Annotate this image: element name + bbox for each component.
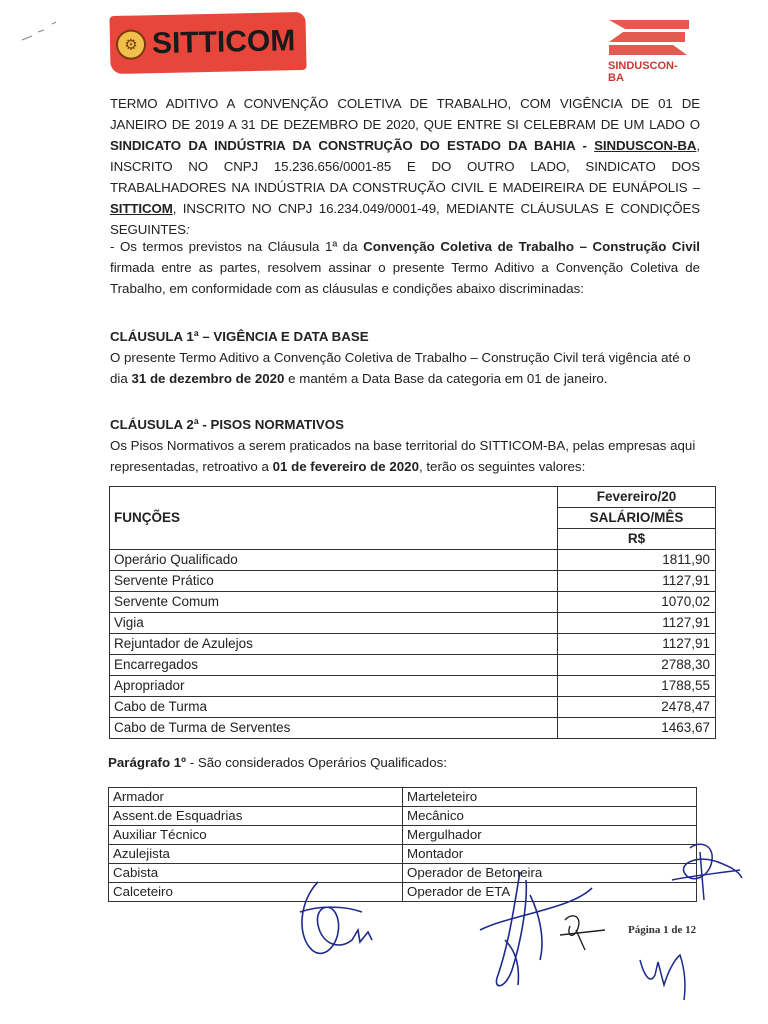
paragrafo-1: [108, 752, 447, 773]
pisos-funcao-cell: Cabo de Turma de Serventes: [110, 718, 558, 739]
qualificados-row: [109, 883, 697, 902]
qualificados-cell: Cabista: [109, 864, 403, 883]
pisos-row: [110, 550, 716, 571]
intro-paragraph: [110, 93, 700, 240]
pisos-funcao-cell: Vigia: [110, 613, 558, 634]
qualificados-cell: Mecânico: [403, 807, 697, 826]
terms-text-c: firmada entre as partes, resolvem assinar o presente Termo Aditivo a Convenção Coletiva de Trabalho, em conformidade com as cláusulas e condições abaixo discriminadas:: [110, 260, 700, 296]
qualificados-cell: Operador de Betoneira: [403, 864, 697, 883]
pisos-valor-cell: 2478,47: [558, 697, 716, 718]
pisos-valor-cell: 1788,55: [558, 676, 716, 697]
pisos-valor-cell: 1070,02: [558, 592, 716, 613]
pisos-funcao-cell: Encarregados: [110, 655, 558, 676]
sinduscon-logo-text: SINDUSCON-BA: [608, 60, 678, 84]
sitticom-emblem-icon: ⚙: [116, 29, 147, 60]
pisos-row: [110, 571, 716, 592]
pisos-row: [110, 718, 716, 739]
pisos-row: [110, 613, 716, 634]
pisos-valor-cell: 1463,67: [558, 718, 716, 739]
initials-2-icon: [640, 955, 685, 1000]
pisos-header-salario: SALÁRIO/MÊS: [558, 508, 716, 529]
pisos-funcao-cell: Apropriador: [110, 676, 558, 697]
sitticom-logo: [109, 12, 306, 74]
intro-sitticom-name: SITTICOM: [110, 201, 173, 216]
page-number: Página 1 de 12: [628, 924, 697, 936]
pisos-row: [110, 697, 716, 718]
clausula-2-date: 01 de fevereiro de 2020: [272, 459, 419, 474]
intro-sinduscon-link: SINDUSCON-BA: [594, 138, 697, 153]
qualificados-cell: Azulejista: [109, 845, 403, 864]
pisos-valor-cell: 1127,91: [558, 613, 716, 634]
qualificados-row: [109, 826, 697, 845]
clausula-2-text-c: , terão os seguintes valores:: [418, 459, 586, 474]
qualificados-table: [108, 787, 697, 902]
pisos-row: [110, 655, 716, 676]
pisos-header-funcoes: FUNÇÕES: [110, 487, 558, 550]
qualificados-cell: Mergulhador: [403, 826, 697, 845]
qualificados-cell: Calceteiro: [109, 883, 403, 902]
clausula-1-text-c: e mantém a Data Base da categoria em 01 de janeiro.: [284, 371, 608, 386]
pisos-valor-cell: 1127,91: [558, 634, 716, 655]
pisos-funcao-cell: Servente Prático: [110, 571, 558, 592]
paragrafo-1-text: - São considerados Operários Qualificados:: [186, 755, 447, 770]
pisos-funcao-cell: Servente Comum: [110, 592, 558, 613]
initials-1-icon: [560, 916, 605, 950]
terms-paragraph: [110, 236, 700, 299]
intro-text-3: , INSCRITO NO CNPJ 16.234.049/0001-49, MEDIANTE CLÁUSULAS E CONDIÇÕES SEGUINTES: [110, 201, 700, 237]
pisos-table: [109, 486, 716, 739]
clausula-1-body: [110, 347, 710, 389]
clausula-2-body: [110, 435, 710, 477]
pisos-valor-cell: 1811,90: [558, 550, 716, 571]
intro-text-1: TERMO ADITIVO A CONVENÇÃO COLETIVA DE TRABALHO, COM VIGÊNCIA DE 01 DE JANEIRO DE 2019 A 31 DE DEZEMBRO DE 2020, QUE ENTRE SI CELEBRAM DE UM LADO O: [110, 96, 700, 132]
corner-mark-icon: [20, 18, 70, 48]
qualificados-cell: Auxiliar Técnico: [109, 826, 403, 845]
sinduscon-emblem-icon: [603, 18, 693, 58]
qualificados-row: [109, 807, 697, 826]
qualificados-cell: Assent.de Esquadrias: [109, 807, 403, 826]
intro-text-end: :: [185, 222, 190, 237]
pisos-funcao-cell: Cabo de Turma: [110, 697, 558, 718]
qualificados-row: [109, 864, 697, 883]
clausula-2-text-a: Os Pisos Normativos a serem praticados na base territorial do SITTICOM-BA, pelas empresas aqui representadas, retroativo a: [110, 438, 696, 474]
pisos-row: [110, 676, 716, 697]
qualificados-cell: Armador: [109, 788, 403, 807]
pisos-valor-cell: 2788,30: [558, 655, 716, 676]
pisos-funcao-cell: Operário Qualificado: [110, 550, 558, 571]
qualificados-cell: Operador de ETA: [403, 883, 697, 902]
pisos-row: [110, 592, 716, 613]
pisos-header-row-1: [110, 487, 716, 508]
pisos-funcao-cell: Rejuntador de Azulejos: [110, 634, 558, 655]
qualificados-row: [109, 845, 697, 864]
clausula-2-heading: CLÁUSULA 2ª - PISOS NORMATIVOS: [110, 417, 344, 432]
clausula-1-text-a: O presente Termo Aditivo a Convenção Coletiva de Trabalho – Construção Civil terá vigência até o dia: [110, 350, 691, 386]
clausula-2: [110, 414, 710, 477]
clausula-1-heading: CLÁUSULA 1ª – VIGÊNCIA E DATA BASE: [110, 329, 369, 344]
qualificados-cell: Marteleteiro: [403, 788, 697, 807]
clausula-1-date: 31 de dezembro de 2020: [131, 371, 285, 386]
qualificados-row: [109, 788, 697, 807]
clausula-1: [110, 326, 710, 389]
pisos-header-month: Fevereiro/20: [558, 487, 716, 508]
intro-text-2: , INSCRITO NO CNPJ 15.236.656/0001-85 E DO OUTRO LADO, SINDICATO DOS TRABALHADORES NA INDÚSTRIA DA CONSTRUÇÃO CIVIL E MADEIREIRA DE EUNÁPOLIS –: [110, 138, 700, 195]
sitticom-logo-text: SITTICOM: [151, 24, 296, 61]
paragrafo-1-label: Parágrafo 1º: [108, 755, 187, 770]
terms-convention-name: Convenção Coletiva de Trabalho – Construção Civil: [363, 239, 700, 254]
intro-sindicato-name: SINDICATO DA INDÚSTRIA DA CONSTRUÇÃO DO ESTADO DA BAHIA -: [110, 138, 595, 153]
terms-text-a: - Os termos previstos na Cláusula 1ª da: [110, 239, 364, 254]
pisos-row: [110, 634, 716, 655]
qualificados-cell: Montador: [403, 845, 697, 864]
pisos-header-currency: R$: [558, 529, 716, 550]
pisos-valor-cell: 1127,91: [558, 571, 716, 592]
sinduscon-logo: [603, 18, 693, 84]
